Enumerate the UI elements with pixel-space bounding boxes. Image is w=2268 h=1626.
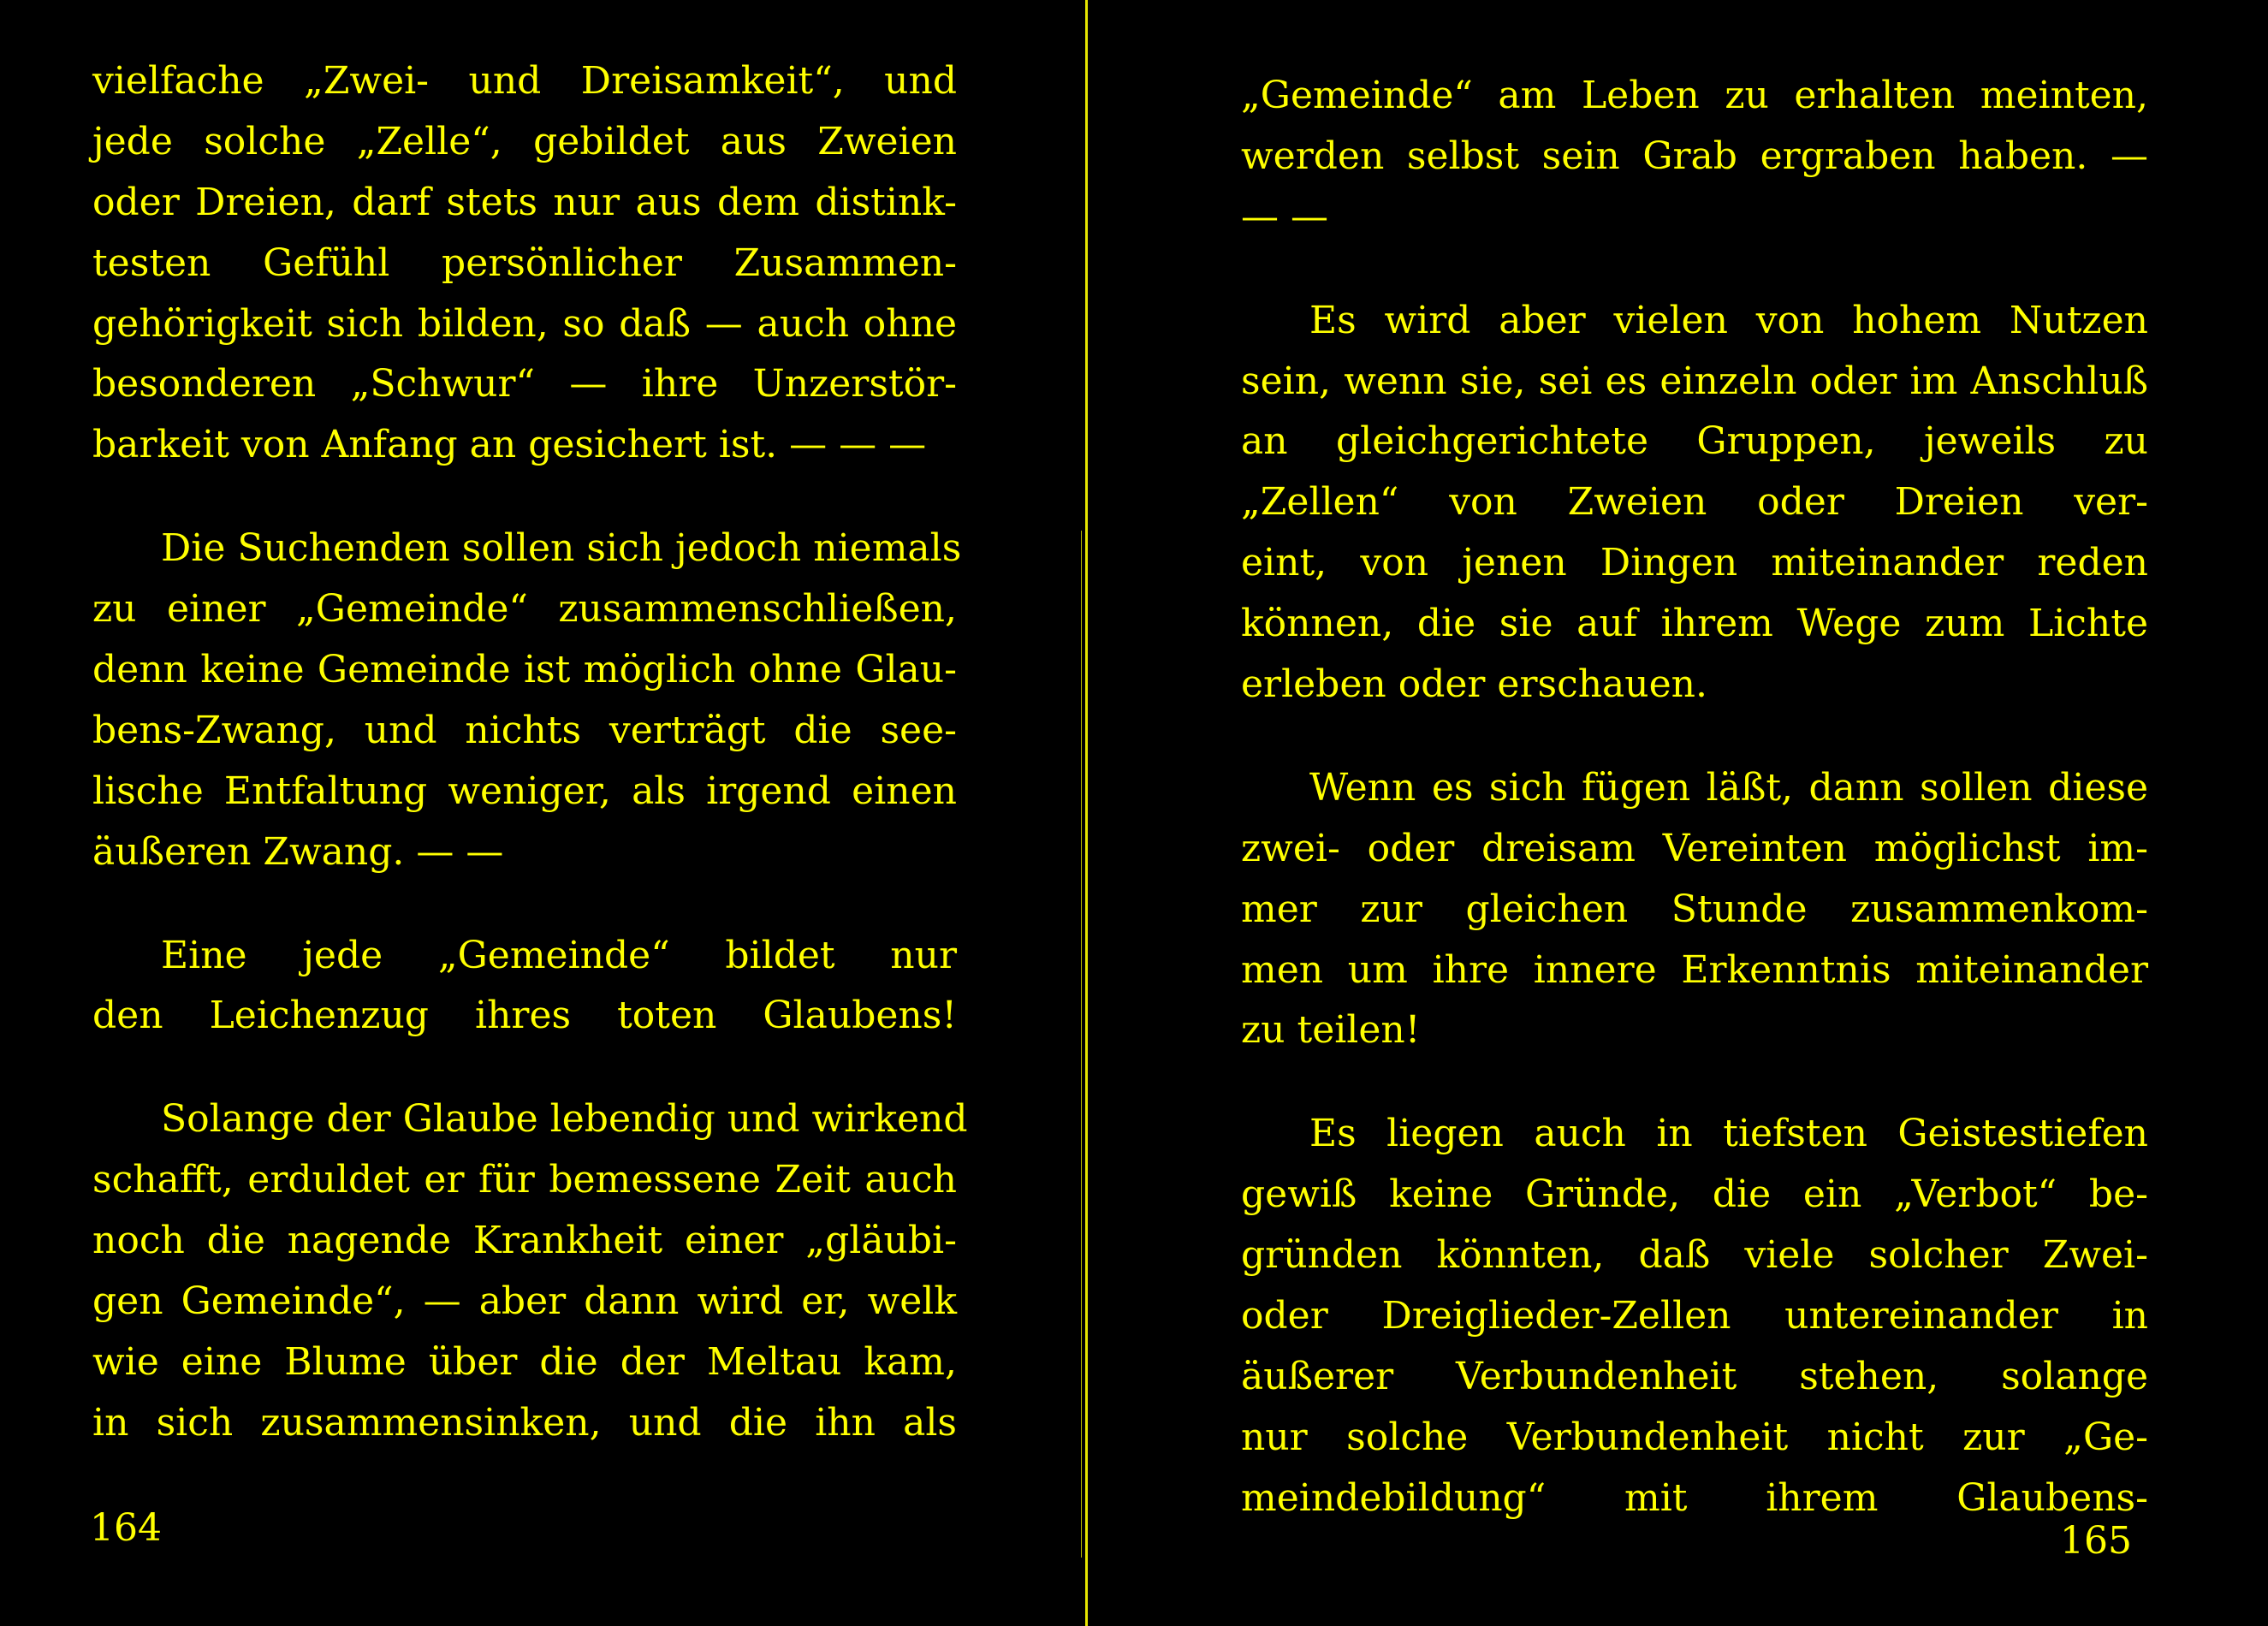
text-line: Wenn es sich fügen läßt, dann sollen diese — [1309, 765, 2148, 810]
paragraph — [1241, 1104, 2148, 1528]
text-line: barkeit von Anfang an gesichert ist. — — — — [92, 423, 927, 467]
text-line: eint, von jenen Dingen miteinander reden — [1241, 541, 2148, 585]
text-line: jede solche „Zelle“, gebildet aus Zweien — [92, 119, 957, 163]
paragraph — [92, 926, 957, 1047]
page-number: 164 — [90, 1506, 162, 1550]
text-line: zu teilen! — [1241, 1008, 1421, 1053]
text-line: mer zur gleichen Stunde zusammenkom- — [1241, 887, 2148, 931]
gutter-shadow-line — [1081, 531, 1082, 1558]
text-line: zwei- oder dreisam Vereinten möglichst im- — [1241, 826, 2148, 870]
paragraph-gap — [92, 476, 957, 519]
text-line: testen Gefühl persönlicher Zusammen- — [92, 240, 957, 285]
paragraph — [1241, 758, 2148, 1061]
text-line: in sich zusammensinken, und die ihn als — [92, 1400, 957, 1445]
paragraph-gap — [92, 1047, 957, 1089]
text-line: denn keine Gemeinde ist möglich ohne Glau- — [92, 648, 957, 692]
paragraph-gap — [1241, 1061, 2148, 1104]
text-line: lische Entfaltung weniger, als irgend einen — [92, 768, 957, 813]
left-page-text — [92, 51, 968, 1454]
text-line: gewiß keine Gründe, die ein „Verbot“ be- — [1241, 1172, 2148, 1217]
text-line: besonderen „Schwur“ — ihre Unzerstör- — [92, 362, 957, 406]
paragraph — [92, 51, 957, 476]
text-line: men um ihre innere Erkenntnis miteinander — [1241, 947, 2148, 992]
book-gutter — [1080, 0, 1092, 1626]
text-line: bens-Zwang, und nichts verträgt die see- — [92, 708, 957, 752]
text-line: können, die sie auf ihrem Wege zum Lichte — [1241, 602, 2148, 646]
text-line: an gleichgerichtete Gruppen, jeweils zu — [1241, 419, 2148, 464]
paragraph — [1241, 291, 2148, 715]
gutter-line — [1085, 0, 1088, 1626]
paragraph — [1241, 66, 2148, 248]
paragraph — [92, 519, 962, 882]
text-line: erleben oder erschauen. — [1241, 662, 1707, 707]
text-line: „Zellen“ von Zweien oder Dreien ver- — [1241, 480, 2148, 525]
paragraph-gap — [1241, 715, 2148, 758]
text-line: oder Dreiglieder-Zellen untereinander in — [1241, 1294, 2148, 1338]
text-line: zu einer „Gemeinde“ zusammenschließen, — [92, 587, 957, 632]
text-line: den Leichenzug ihres toten Glaubens! — [92, 994, 957, 1038]
text-line: Es liegen auch in tiefsten Geistestiefen — [1309, 1112, 2148, 1156]
text-line: gründen könnten, daß viele solcher Zwei- — [1241, 1233, 2148, 1278]
text-line: nur solche Verbundenheit nicht zur „Ge- — [1241, 1415, 2148, 1459]
text-line: Eine jede „Gemeinde“ bildet nur — [161, 933, 957, 977]
text-line: werden selbst sein Grab ergraben haben. — — [1241, 134, 2148, 178]
text-line: meindebildung“ mit ihrem Glaubens- — [1241, 1475, 2148, 1520]
text-line: schafft, erduldet er für bemessene Zeit auch — [92, 1158, 957, 1202]
text-line: wie eine Blume über die der Meltau kam, — [92, 1339, 957, 1384]
text-line: gen Gemeinde“, — aber dann wird er, welk — [92, 1279, 957, 1324]
paragraph-gap — [1241, 248, 2148, 291]
page-number: 165 — [2060, 1519, 2132, 1563]
paragraph — [92, 1089, 968, 1453]
left-page — [0, 0, 1083, 1626]
text-line: noch die nagende Krankheit einer „gläubi- — [92, 1219, 957, 1263]
right-page — [1091, 0, 2268, 1626]
text-line: äußerer Verbundenheit stehen, solange — [1241, 1354, 2148, 1398]
text-line: sein, wenn sie, sei es einzeln oder im Anschluß — [1241, 359, 2148, 403]
text-line: — — — [1241, 194, 1328, 239]
paragraph-gap — [92, 883, 957, 926]
text-line: oder Dreien, darf stets nur aus dem distink- — [92, 180, 957, 224]
text-line: „Gemeinde“ am Leben zu erhalten meinten, — [1241, 74, 2148, 117]
text-line: Solange der Glaube lebendig und wirkend — [161, 1097, 968, 1142]
text-line: Die Suchenden sollen sich jedoch niemals — [161, 526, 962, 571]
text-line: vielfache „Zwei- und Dreisamkeit“, und — [92, 59, 957, 103]
text-line: Es wird aber vielen von hohem Nutzen — [1309, 298, 2148, 342]
text-line: gehörigkeit sich bilden, so daß — auch ohne — [92, 301, 957, 346]
right-page-text — [1241, 66, 2148, 1529]
text-line: äußeren Zwang. — — — [92, 829, 504, 874]
